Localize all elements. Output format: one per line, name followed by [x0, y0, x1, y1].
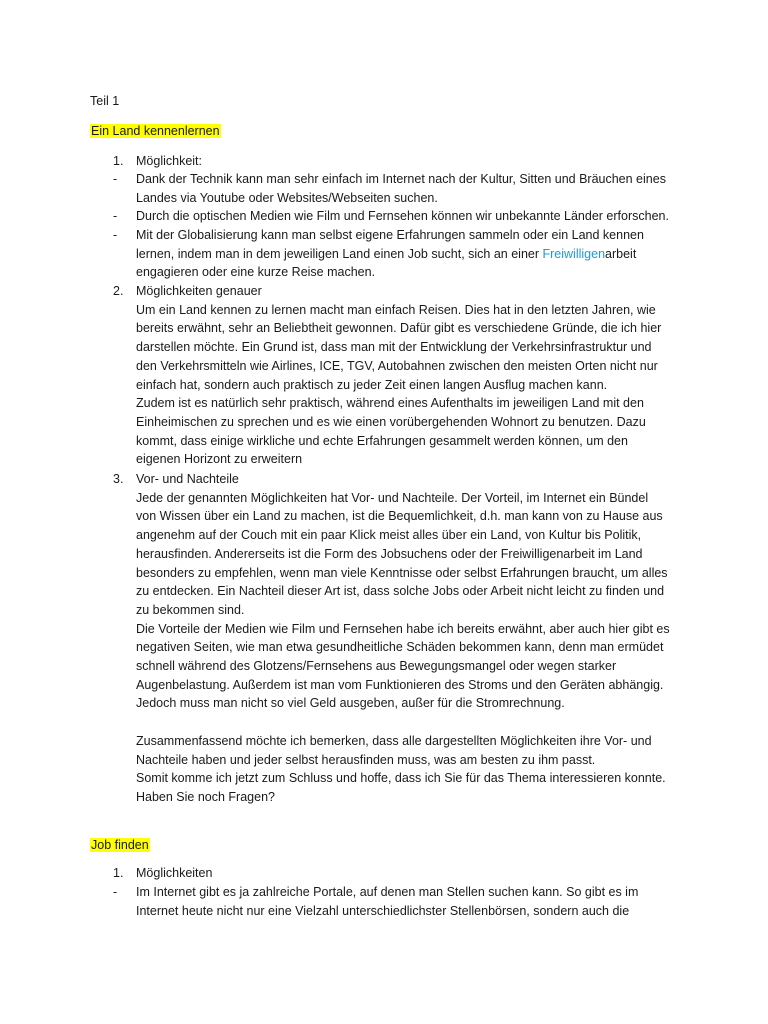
text-line: Jede der genannten Möglichkeiten hat Vor- und Nachteile. Der Vorteil, im Internet ein Bündel	[136, 490, 649, 505]
text-line: eigenen Horizont zu erweitern	[136, 452, 303, 467]
bullet-text	[136, 170, 666, 207]
text-segment: arbeit	[605, 246, 637, 261]
part-title: Teil 1	[90, 94, 120, 108]
text-line: Augenbelastung. Außerdem ist man vom Funktionieren des Stroms und den Geräten abhängig.	[136, 677, 664, 692]
text-line: den Verkehrsmitteln wie Airlines, ICE, TGV, Autobahnen zwischen den meisten Orten nicht nur	[136, 358, 658, 373]
bullet-text	[136, 207, 669, 226]
text-line: Zudem ist es natürlich sehr praktisch, während eines Aufenthalts im jeweiligen Land mit den	[136, 396, 644, 411]
highlighted-heading: Ein Land kennenlernen	[91, 124, 220, 138]
text-line: von Wissen über ein Land zu machen, ist die Bequemlichkeit, d.h. man kann von zu Hause aus	[136, 509, 663, 524]
list-number: 1.	[113, 154, 124, 168]
bullet-dash: -	[113, 885, 118, 899]
bullet-text	[136, 883, 638, 920]
text-line: Zusammenfassend möchte ich bemerken, dass alle dargestellten Möglichkeiten ihre Vor- und	[136, 734, 652, 748]
list-number: 3.	[113, 472, 124, 486]
highlighted-heading: Job finden	[91, 838, 149, 852]
item-title: Möglichkeiten	[136, 866, 213, 880]
item-title: Möglichkeiten genauer	[136, 284, 262, 298]
text-line: Einheimischen zu sprechen und es wie einen vorübergehenden Wohnort zu benutzen. Dazu	[136, 414, 646, 429]
text-line: Die Vorteile der Medien wie Film und Fernsehen habe ich bereits erwähnt, aber auch hier gibt es	[136, 621, 670, 636]
bullet-dash: -	[113, 228, 118, 242]
section-heading-job	[90, 836, 150, 855]
text-segment: lernen, indem man in dem jeweiligen Land einen Job sucht, sich an einer	[136, 246, 543, 261]
bullet-text	[136, 226, 644, 282]
text-line: schnell während des Glotzens/Fernsehens aus Bewegungsmangel oder wegen starker	[136, 659, 617, 674]
text-line: Landes via Youtube oder Websites/Webseiten suchen.	[136, 190, 438, 205]
section-heading-land	[90, 122, 221, 141]
text-line: Internet heute nicht nur eine Vielzahl unterschiedlichster Stellenbörsen, sondern auch die	[136, 903, 630, 918]
text-line: Im Internet gibt es ja zahlreiche Portale, auf denen man Stellen suchen kann. So gibt es im	[136, 885, 639, 899]
text-line	[136, 245, 644, 264]
text-line: Mit der Globalisierung kann man selbst eigene Erfahrungen sammeln oder ein Land kennen	[136, 228, 644, 242]
text-line: Durch die optischen Medien wie Film und Fernsehen können wir unbekannte Länder erforschen.	[136, 209, 669, 223]
text-line: Dank der Technik kann man sehr einfach im Internet nach der Kultur, Sitten und Bräuchen eines	[136, 172, 666, 186]
text-line: darstellen möchte. Ein Grund ist, dass man mit der Entwicklung der Verkehrsinfrastruktur und	[136, 340, 652, 355]
list-number: 1.	[113, 866, 124, 880]
colored-word: Freiwilligen	[542, 246, 606, 261]
text-line: Haben Sie noch Fragen?	[136, 790, 275, 805]
text-line: herausfinden. Andererseits ist die Form des Jobsuchens oder der Freiwilligenarbeit im Land	[136, 546, 643, 561]
text-line: Nachteile haben und jeder selbst herausfinden muss, was am besten zu ihm passt.	[136, 752, 596, 767]
conclusion-paragraph	[136, 732, 666, 807]
text-line: engagieren oder eine kurze Reise machen.	[136, 265, 376, 280]
text-line: zu bekommen sind.	[136, 602, 245, 617]
bullet-dash: -	[113, 172, 118, 186]
list-number: 2.	[113, 284, 124, 298]
bullet-dash: -	[113, 209, 118, 223]
text-line: kommt, dass einige wirkliche und echte Erfahrungen gesammelt werden können, um den	[136, 433, 628, 448]
item-block	[136, 282, 661, 469]
item-title: Möglichkeit:	[136, 154, 202, 168]
text-line: negativen Seiten, wie man etwa gesundheitliche Schäden bekommen kann, denn man ermüdet	[136, 640, 664, 655]
text-line: einfach hat, sondern auch praktisch zu jeder Zeit einen langen Ausflug machen kann.	[136, 377, 608, 392]
text-line: bereits erwähnt, sehr an Beliebtheit gewonnen. Dafür gibt es verschiedene Gründe, die ich hier	[136, 321, 662, 336]
text-line: zu entdecken. Ein Nachteil dieser Art ist, dass solche Jobs oder Arbeit nicht leicht zu finden und	[136, 584, 665, 599]
item-block	[136, 470, 670, 713]
item-title: Vor- und Nachteile	[136, 472, 239, 486]
text-line: besonders zu empfehlen, wenn man viele Kenntnisse oder selbst Erfahrungen braucht, um alles	[136, 565, 668, 580]
text-line: Um ein Land kennen zu lernen macht man einfach Reisen. Dies hat in den letzten Jahren, wie	[136, 302, 656, 317]
text-line: angenehm auf der Couch mit ein paar Klick meist alles über ein Land, von Kultur bis Politik,	[136, 528, 642, 543]
text-line: Somit komme ich jetzt zum Schluss und hoffe, dass ich Sie für das Thema interessieren konnte.	[136, 771, 666, 786]
text-line: Jedoch muss man nicht so viel Geld ausgeben, außer für die Stromrechnung.	[136, 696, 565, 711]
